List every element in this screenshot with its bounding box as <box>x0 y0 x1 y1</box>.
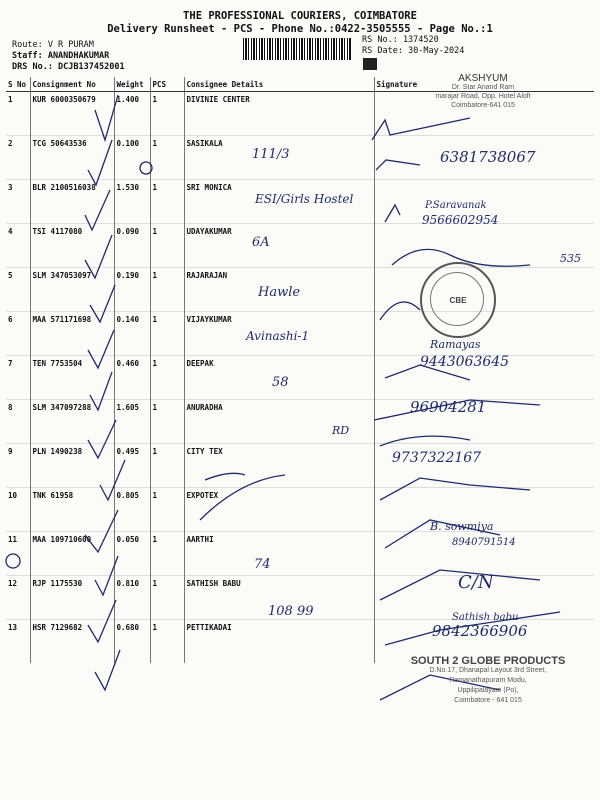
row-signature <box>374 400 594 444</box>
row-consignment: RJP 1175530 <box>30 576 114 620</box>
name-row10: B. sowmiya <box>430 520 494 533</box>
table-row <box>6 136 594 180</box>
row-weight: 0.680 <box>114 620 150 664</box>
staff-label: Staff: ANANDHAKUMAR <box>12 51 110 61</box>
row-signature <box>374 488 594 532</box>
col-pcs: PCS <box>150 77 184 92</box>
row-consignee: UDAYAKUMAR <box>184 224 374 268</box>
row-signature <box>374 532 594 576</box>
phone-row12: 9842366906 <box>432 622 528 640</box>
row-consignee: EXPOTEX <box>184 488 374 532</box>
row-signature <box>374 224 594 268</box>
row-pcs: 1 <box>150 576 184 620</box>
row-consignment: TNK 61958 <box>30 488 114 532</box>
row-sno: 12 <box>6 576 30 620</box>
row-consignment: HSR 7129682 <box>30 620 114 664</box>
table-row <box>6 488 594 532</box>
note-row12: 108 99 <box>268 604 314 619</box>
row-pcs: 1 <box>150 312 184 356</box>
row-sno: 3 <box>6 180 30 224</box>
row-consignee: VIJAYKUMAR <box>184 312 374 356</box>
table-row <box>6 532 594 576</box>
col-consignment: Consignment No <box>30 77 114 92</box>
col-signature: Signature <box>374 77 594 92</box>
row-sno: 5 <box>6 268 30 312</box>
row-consignee: RAJARAJAN <box>184 268 374 312</box>
col-consignee: Consignee Details <box>184 77 374 92</box>
table-row <box>6 356 594 400</box>
phone-row8: 9737322167 <box>392 450 482 466</box>
row-consignee: SRI MONICA <box>184 180 374 224</box>
runsheet-table <box>6 77 594 663</box>
col-sno: S No <box>6 77 30 92</box>
name-row12: Sathish babu <box>452 612 519 623</box>
row-consignee: SATHISH BABU <box>184 576 374 620</box>
runsheet-subtitle: Delivery Runsheet - PCS - Phone No.:0422-3505555 - Page No.:1 <box>107 23 493 35</box>
table-row <box>6 180 594 224</box>
route-label: Route: V R PURAM <box>12 40 94 50</box>
col-weight: Weight <box>114 77 150 92</box>
row-sno: 13 <box>6 620 30 664</box>
row-weight: 0.190 <box>114 268 150 312</box>
row-consignee: CITY TEX <box>184 444 374 488</box>
note-row7: 58 <box>272 375 289 390</box>
table-row <box>6 268 594 312</box>
barcode <box>243 38 351 60</box>
row-signature <box>374 444 594 488</box>
row-sno: 2 <box>6 136 30 180</box>
phone-row2: 6381738067 <box>440 148 536 166</box>
sig-row11: C/N <box>458 572 494 593</box>
stamp-south2globe: SOUTH 2 GLOBE PRODUCTS D.No.17, Dhanapal Layout 3rd Street, Ramanathapuram Modu, Uppilipalayam (Po), Coimbatore - 641 015 <box>410 655 566 704</box>
row-weight: 0.495 <box>114 444 150 488</box>
name-row6: Ramayas <box>430 338 481 351</box>
row-pcs: 1 <box>150 268 184 312</box>
row-pcs: 1 <box>150 92 184 136</box>
note-row8: RD <box>332 424 350 437</box>
row-sno: 6 <box>6 312 30 356</box>
row-weight: 1.400 <box>114 92 150 136</box>
row-consignment: KUR 6000350679 <box>30 92 114 136</box>
table-row <box>6 576 594 620</box>
row-consignment: BLR 2100516038 <box>30 180 114 224</box>
row-consignment: MAA 109710600 <box>30 532 114 576</box>
row-consignment: PLN 1490238 <box>30 444 114 488</box>
phone-row10: 8940791514 <box>452 537 516 548</box>
phone-row3: 9566602954 <box>422 213 499 227</box>
name-row3: P.Saravanak <box>425 200 487 211</box>
drs-number: DRS No.: DCJB137452001 <box>12 62 125 72</box>
note-row3: ESI/Girls Hostel <box>255 192 354 206</box>
row-consignee: SASIKALA <box>184 136 374 180</box>
row-signature <box>374 576 594 620</box>
row-weight: 1.530 <box>114 180 150 224</box>
row-sno: 10 <box>6 488 30 532</box>
table-row <box>6 312 594 356</box>
rs-date: RS Date: 30-May-2024 <box>362 46 465 56</box>
round-stamp: CBE <box>420 262 496 338</box>
phone-row6: 9443063645 <box>420 354 510 370</box>
row-sno: 11 <box>6 532 30 576</box>
phone-row4: 535 <box>560 252 581 265</box>
stamp-akshyum: AKSHYUM Dr. Star Anand Ram marajar Road, Opp. Hotel Aloft Coimbatore-641 015 <box>435 73 531 109</box>
row-consignment: SLM 347097288 <box>30 400 114 444</box>
row-pcs: 1 <box>150 444 184 488</box>
row-consignee: PETTIKADAI <box>184 620 374 664</box>
note-row11: 74 <box>254 557 271 572</box>
row-sno: 7 <box>6 356 30 400</box>
company-title: THE PROFESSIONAL COURIERS, COIMBATORE <box>183 10 417 22</box>
row-signature <box>374 180 594 224</box>
row-pcs: 1 <box>150 356 184 400</box>
row-pcs: 1 <box>150 488 184 532</box>
row-sno: 9 <box>6 444 30 488</box>
row-pcs: 1 <box>150 136 184 180</box>
note-row6: Avinashi-1 <box>246 329 310 343</box>
courier-logo <box>363 58 377 70</box>
row-consignment: TSI 4117080 <box>30 224 114 268</box>
row-pcs: 1 <box>150 532 184 576</box>
row-weight: 0.460 <box>114 356 150 400</box>
row-pcs: 1 <box>150 180 184 224</box>
rs-number: RS No.: 1374520 <box>362 35 439 45</box>
row-consignee: AARTHI <box>184 532 374 576</box>
row-consignment: MAA 571171698 <box>30 312 114 356</box>
table-row <box>6 444 594 488</box>
note-row4: 6A <box>252 235 270 250</box>
row-pcs: 1 <box>150 400 184 444</box>
row-consignment: TCG 50643536 <box>30 136 114 180</box>
row-signature <box>374 356 594 400</box>
table-row <box>6 400 594 444</box>
row-weight: 0.100 <box>114 136 150 180</box>
row-consignee: DIVINIE CENTER <box>184 92 374 136</box>
row-sno: 4 <box>6 224 30 268</box>
row-consignee: DEEPAK <box>184 356 374 400</box>
row-weight: 0.805 <box>114 488 150 532</box>
row-weight: 1.605 <box>114 400 150 444</box>
row-consignment: TEN 7753504 <box>30 356 114 400</box>
phone-row7: 96904281 <box>410 398 487 416</box>
row-weight: 0.050 <box>114 532 150 576</box>
row-weight: 0.140 <box>114 312 150 356</box>
row-sno: 8 <box>6 400 30 444</box>
row-consignment: SLM 347053097 <box>30 268 114 312</box>
note-row2: 111/3 <box>252 147 290 162</box>
row-sno: 1 <box>6 92 30 136</box>
table-row <box>6 224 594 268</box>
row-pcs: 1 <box>150 620 184 664</box>
row-signature <box>374 136 594 180</box>
row-weight: 0.090 <box>114 224 150 268</box>
note-row5: Hawle <box>258 285 301 300</box>
row-consignee: ANURADHA <box>184 400 374 444</box>
row-weight: 0.810 <box>114 576 150 620</box>
row-pcs: 1 <box>150 224 184 268</box>
